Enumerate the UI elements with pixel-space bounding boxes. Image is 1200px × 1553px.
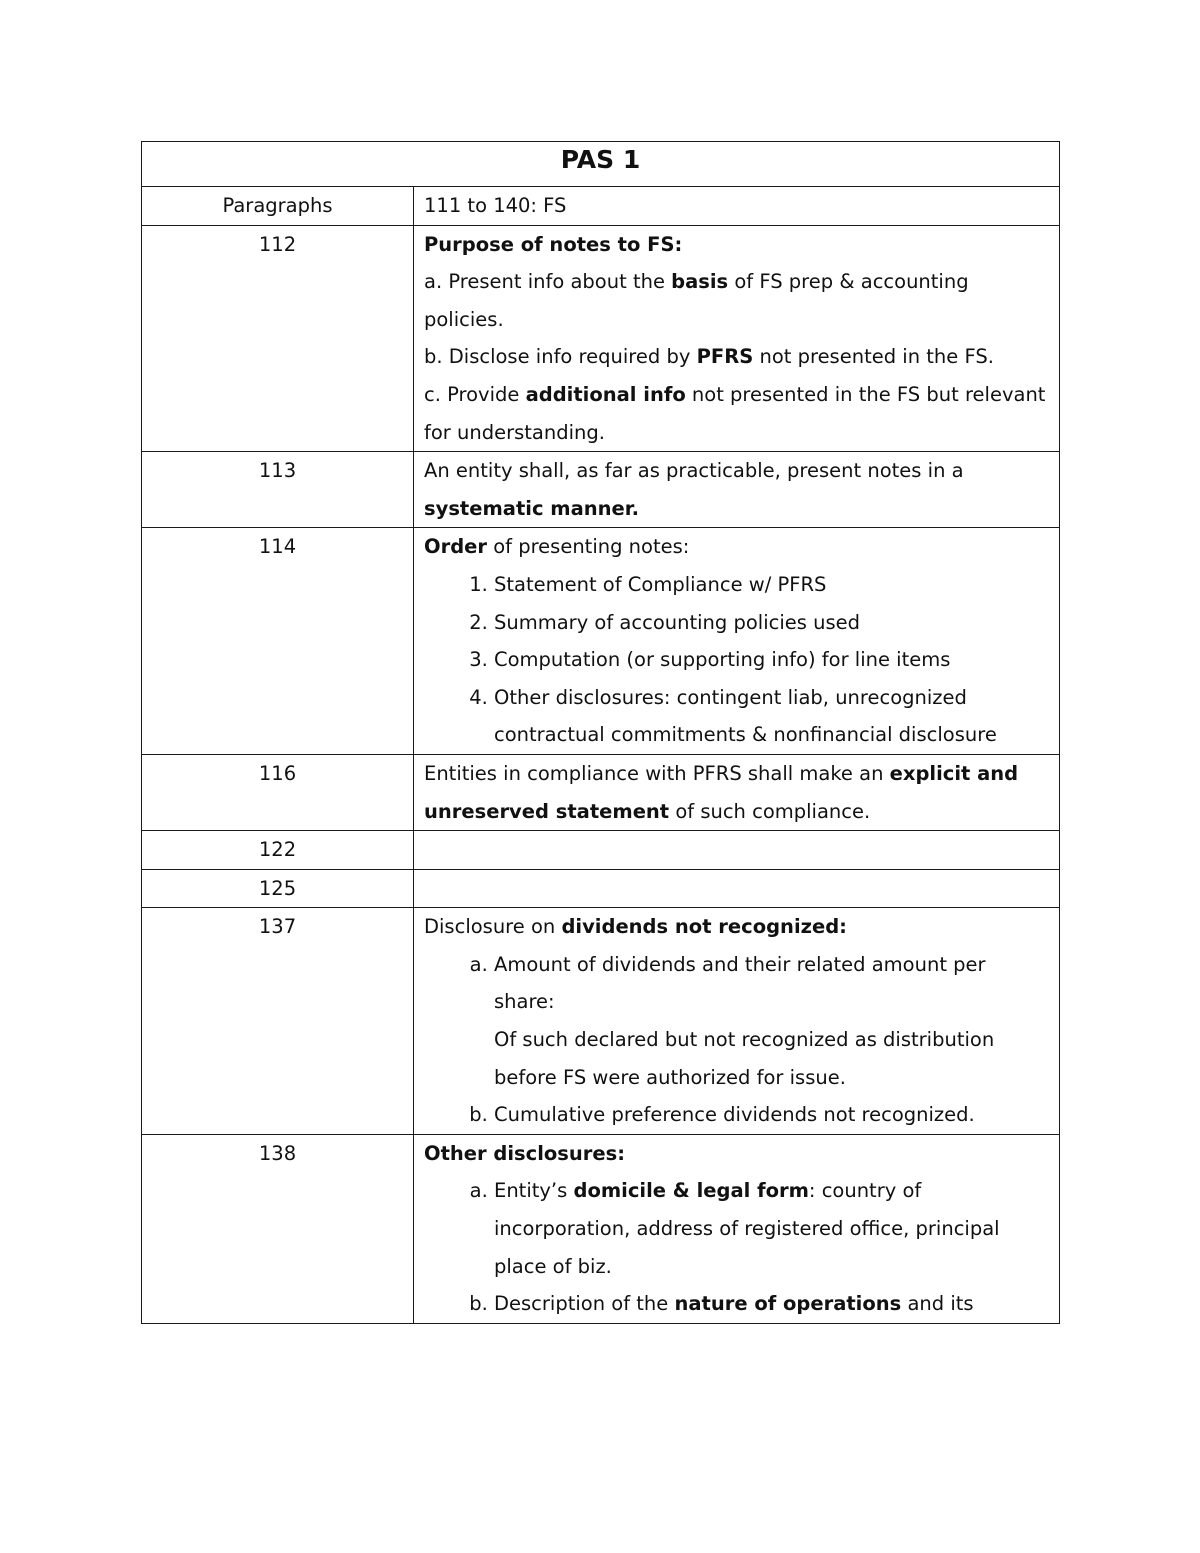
table-row: [142, 831, 1060, 870]
paragraphs-range: 111 to 140: FS: [414, 187, 1060, 226]
text: : country of incorporation, address of registered office, principal place of biz.: [494, 1179, 1000, 1278]
para-number: 112: [142, 225, 414, 452]
lettered-list: [424, 1172, 1049, 1322]
bold-text: Order: [424, 535, 487, 559]
para-content-empty: [414, 831, 1060, 870]
bold-text: systematic manner.: [424, 496, 640, 520]
para-heading: [424, 528, 1049, 566]
para-content: [414, 452, 1060, 528]
text: of such compliance.: [669, 799, 871, 823]
table-row: [142, 225, 1060, 452]
note-item: [424, 376, 1049, 451]
list-item: [494, 1285, 1049, 1323]
para-heading: [424, 908, 1049, 946]
list-item: 4. Other disclosures: contingent liab, unrecognized contractual commitments & nonfinancial disclosure: [494, 679, 1049, 754]
table-row: [142, 754, 1060, 830]
list-item: 1. Statement of Compliance w/ PFRS: [494, 566, 1049, 604]
table-title: PAS 1: [142, 142, 1060, 187]
text: a. Amount of dividends and their related amount per share:: [494, 952, 986, 1014]
table-row: [142, 1134, 1060, 1323]
bold-text: additional info: [525, 382, 686, 406]
lettered-list: [424, 946, 1049, 1134]
bold-text: explicit and unreserved statement: [424, 761, 1019, 823]
list-item: 3. Computation (or supporting info) for line items: [494, 641, 1049, 679]
header-row: [142, 187, 1060, 226]
para-heading: Purpose of notes to FS:: [424, 232, 683, 256]
title-row: [142, 142, 1060, 187]
para-number: 138: [142, 1134, 414, 1323]
text: Of such declared but not recognized as distribution before FS were authorized for issue.: [494, 1028, 995, 1089]
text: Entity’s: [494, 1179, 574, 1203]
para-content: [414, 908, 1060, 1135]
para-number: 114: [142, 528, 414, 755]
text: Description of the: [494, 1292, 675, 1316]
para-content: [414, 225, 1060, 452]
para-content: [414, 528, 1060, 755]
table-row: [142, 452, 1060, 528]
para-content: [414, 1134, 1060, 1323]
table-row: [142, 869, 1060, 908]
note-item: [424, 338, 1049, 376]
bold-text: basis: [671, 270, 729, 294]
text: of FS prep & accounting policies.: [424, 270, 969, 331]
bold-text: PFRS: [696, 345, 754, 369]
text: not presented in the FS but relevant for understanding.: [424, 382, 1046, 444]
bold-text: domicile & legal form: [573, 1179, 809, 1203]
numbered-list: [424, 566, 1049, 754]
pas1-notes-table: [141, 141, 1060, 1324]
para-number: 125: [142, 869, 414, 908]
text: Entities in compliance with PFRS shall make an: [424, 761, 890, 785]
bold-text: nature of operations: [674, 1292, 902, 1316]
text: Disclosure on: [424, 915, 562, 939]
text: c. Provide: [424, 382, 526, 406]
para-number: 137: [142, 908, 414, 1135]
note-item: [424, 263, 1049, 338]
text: and its: [901, 1292, 974, 1316]
text: An entity shall, as far as practicable, present notes in a: [424, 459, 964, 483]
para-number: 116: [142, 754, 414, 830]
text: of presenting notes:: [487, 535, 690, 559]
list-item: [494, 1172, 1049, 1285]
bold-text: dividends not recognized:: [561, 915, 847, 939]
table-row: [142, 908, 1060, 1135]
para-number: 122: [142, 831, 414, 870]
para-content: [414, 754, 1060, 830]
text: a. Present info about the: [424, 270, 672, 294]
para-number: 113: [142, 452, 414, 528]
text: b. Disclose info required by: [424, 345, 697, 369]
table-row: [142, 528, 1060, 755]
text: not presented in the FS.: [753, 345, 994, 369]
para-content-empty: [414, 869, 1060, 908]
list-item: [494, 946, 1049, 1096]
list-item: 2. Summary of accounting policies used: [494, 604, 1049, 642]
list-item: b. Cumulative preference dividends not recognized.: [494, 1096, 1049, 1134]
para-heading: Other disclosures:: [424, 1141, 626, 1165]
paragraphs-label: Paragraphs: [142, 187, 414, 226]
